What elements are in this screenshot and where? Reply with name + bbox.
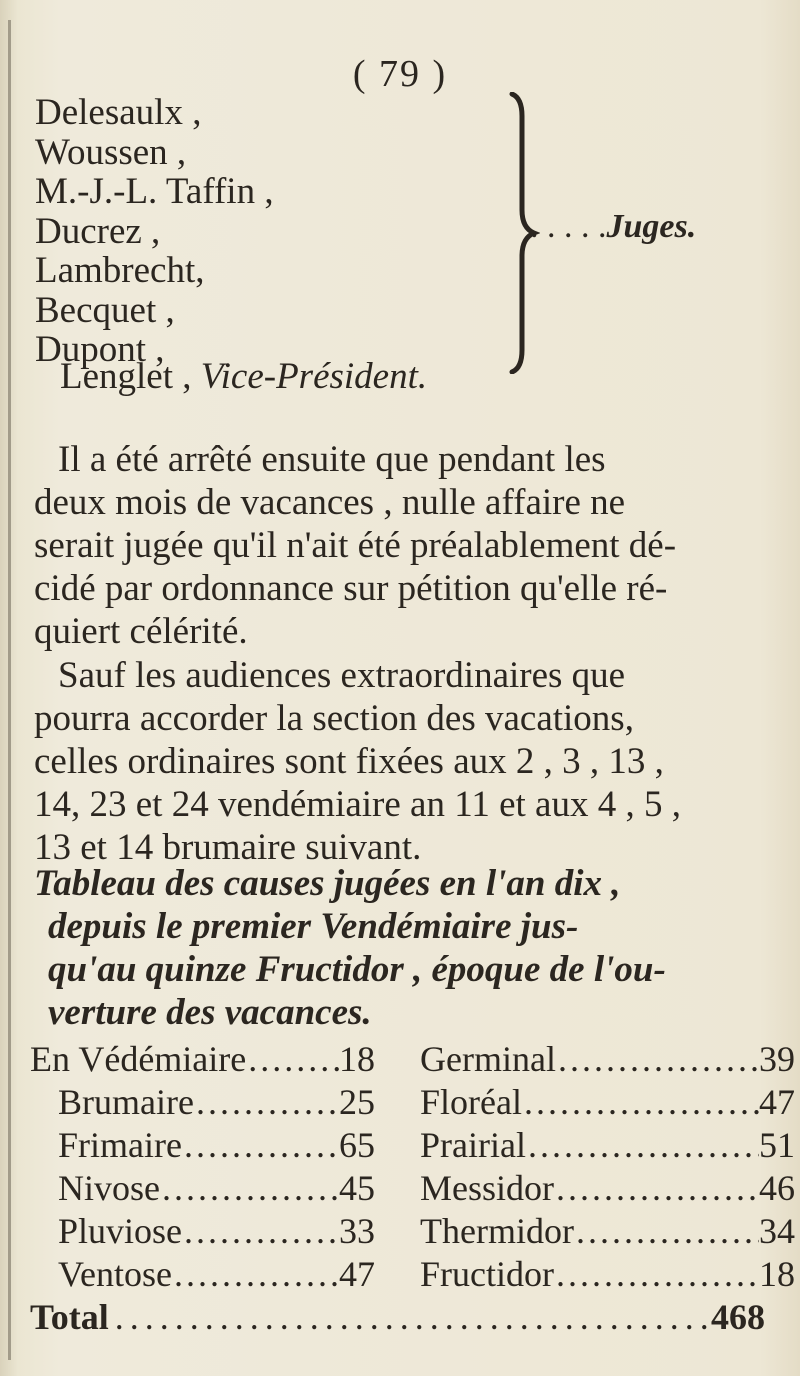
judges-label: . . . . .Juges.	[530, 208, 697, 245]
month-row	[30, 1124, 375, 1167]
heading-line: depuis le premier Vendémiaire jus-	[48, 906, 579, 947]
month-count: 47	[759, 1082, 795, 1122]
month-name: Prairial	[420, 1125, 526, 1165]
month-name: Fructidor	[420, 1254, 554, 1294]
month-count: 51	[759, 1125, 795, 1165]
judge-name: Delesaulx ,	[35, 92, 202, 133]
vice-president-line	[60, 355, 427, 398]
month-row	[30, 1253, 375, 1296]
leader-dots	[160, 1167, 339, 1210]
text-line: quiert célérité.	[34, 611, 248, 652]
text-line: Il a été arrêté ensuite que pendant les	[58, 439, 606, 480]
month-count: 33	[339, 1211, 375, 1251]
leader-dots	[246, 1038, 339, 1081]
judge-name: Lambrecht,	[35, 250, 205, 291]
leader-dots	[522, 1081, 759, 1124]
judges-list	[35, 93, 274, 370]
leader-dots	[109, 1296, 711, 1338]
months-column-right	[420, 1038, 795, 1296]
vice-president-name: Lenglet ,	[60, 356, 192, 397]
text-line: celles ordinaires sont fixées aux 2 , 3 , 13 ,	[34, 741, 664, 782]
total-value: 468	[711, 1297, 765, 1337]
leader-dots	[172, 1253, 339, 1296]
month-count: 18	[759, 1254, 795, 1294]
month-count: 34	[759, 1211, 795, 1251]
judge-name: Woussen ,	[35, 131, 187, 173]
month-name: Germinal	[420, 1039, 556, 1079]
judge-name: Dupont ,	[35, 329, 165, 370]
month-name: Nivose	[58, 1168, 160, 1208]
leader-dots	[182, 1210, 339, 1253]
judge-name: M.-J.-L. Taffin ,	[35, 171, 274, 212]
total-label: Total	[30, 1297, 109, 1337]
month-count: 25	[339, 1082, 375, 1122]
month-name: Ventose	[58, 1254, 172, 1294]
text-line: Sauf les audiences extraordinaires que	[58, 655, 626, 696]
month-row	[420, 1124, 795, 1167]
month-name: Pluviose	[58, 1211, 183, 1251]
month-row	[30, 1038, 375, 1081]
heading-line: qu'au quinze Fructidor , époque de l'ou-	[48, 949, 666, 990]
month-row	[420, 1210, 795, 1253]
month-row	[420, 1081, 795, 1124]
text-line: serait jugée qu'il n'ait été préalablement dé-	[34, 525, 677, 566]
heading-line: Tableau des causes jugées en l'an dix ,	[34, 863, 621, 904]
month-count: 46	[759, 1168, 795, 1208]
month-count: 45	[339, 1168, 375, 1208]
text-line: cidé par ordonnance sur pétition qu'elle ré-	[34, 568, 668, 609]
tableau-heading	[34, 862, 666, 1034]
leader-dots	[556, 1038, 759, 1081]
month-name: Frimaire	[58, 1125, 182, 1165]
text-line: pourra accorder la section des vacations,	[34, 698, 634, 739]
heading-line: verture des vacances.	[48, 992, 372, 1033]
leader-dots: . . . . .	[530, 208, 607, 245]
leader-dots	[554, 1167, 759, 1210]
judge-name: Ducrez ,	[35, 210, 161, 252]
paragraph-vacances	[34, 438, 676, 653]
leader-dots	[526, 1124, 759, 1167]
page-gutter-shadow	[8, 20, 11, 1360]
month-row	[420, 1167, 795, 1210]
page-number: ( 79 )	[352, 53, 448, 95]
months-column-left	[30, 1038, 375, 1296]
month-name: Messidor	[420, 1168, 554, 1208]
text-line: deux mois de vacances , nulle affaire ne	[34, 482, 626, 523]
text-line: 14, 23 et 24 vendémiaire an 11 et aux 4 , 5 ,	[34, 784, 681, 825]
month-name: Thermidor	[420, 1211, 574, 1251]
text-line: 13 et 14 brumaire suivant.	[34, 827, 422, 868]
month-count: 18	[339, 1039, 375, 1079]
total-row	[30, 1296, 765, 1338]
month-row	[30, 1210, 375, 1253]
month-count: 47	[339, 1254, 375, 1294]
month-count: 39	[759, 1039, 795, 1079]
judge-name: Becquet ,	[35, 289, 175, 331]
leader-dots	[194, 1081, 339, 1124]
month-row	[420, 1038, 795, 1081]
month-name: Brumaire	[58, 1082, 194, 1122]
leader-dots	[574, 1210, 759, 1253]
paragraph-audiences	[34, 654, 681, 869]
vice-president-title: Vice-Président.	[200, 356, 428, 397]
month-name: Floréal	[420, 1082, 522, 1122]
month-name: En Védémiaire	[30, 1039, 247, 1079]
leader-dots	[554, 1253, 759, 1296]
month-count: 65	[339, 1125, 375, 1165]
month-row	[30, 1167, 375, 1210]
month-row	[30, 1081, 375, 1124]
month-row	[420, 1253, 795, 1296]
leader-dots	[182, 1124, 339, 1167]
